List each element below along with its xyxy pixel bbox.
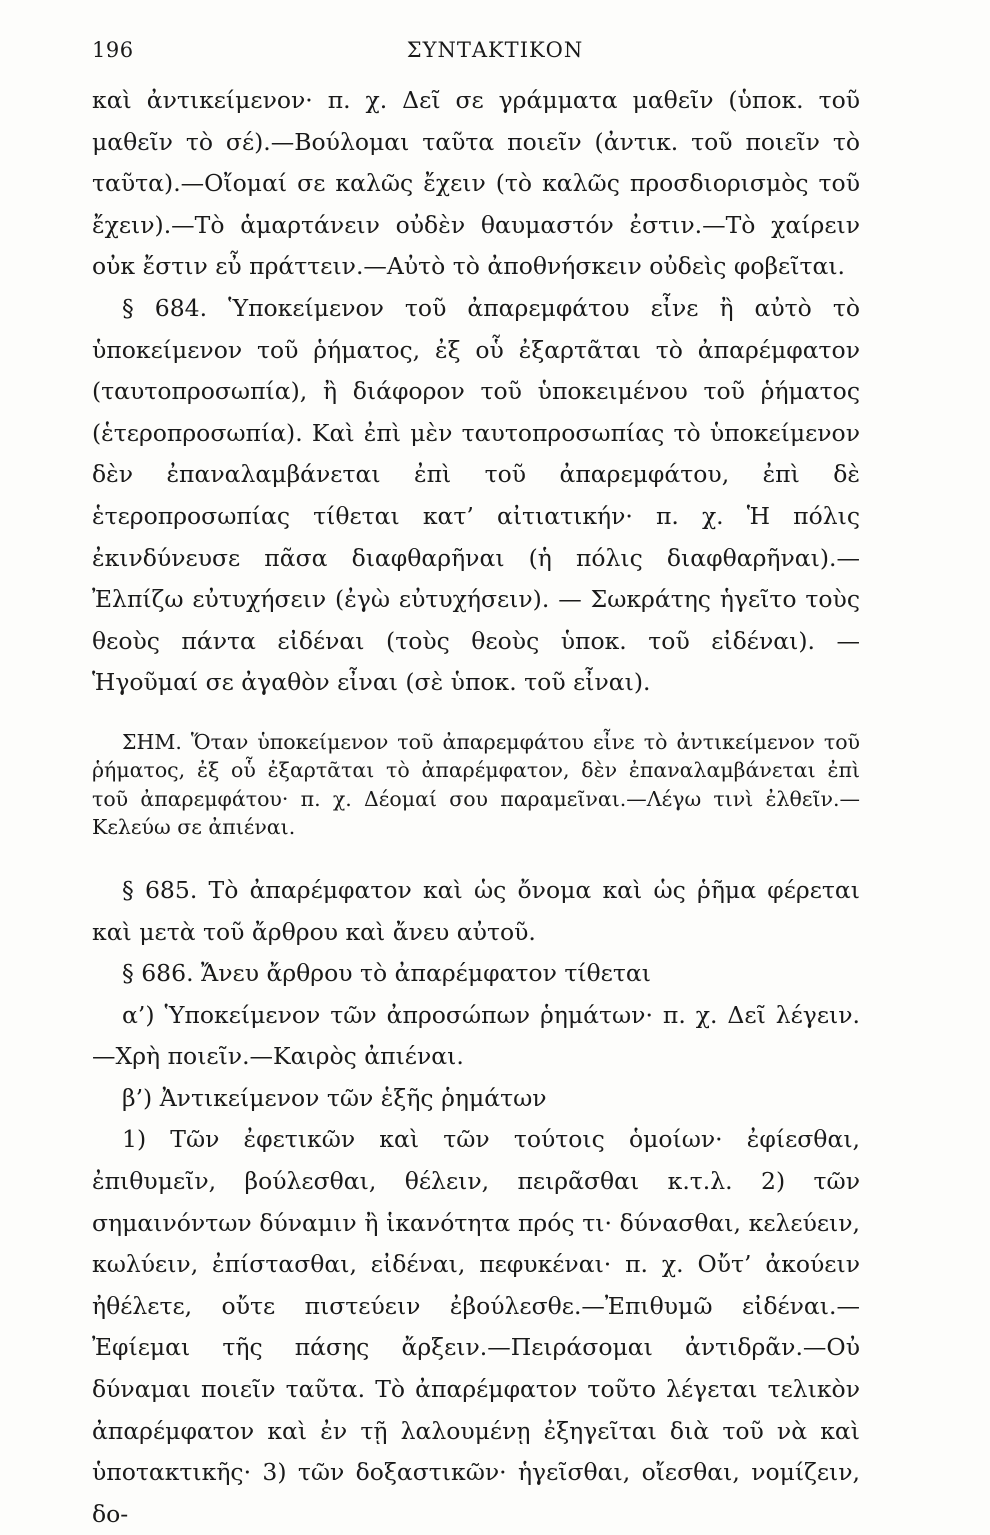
subsection-beta: β’) Ἀντικείμενον τῶν ἑξῆς ῥημάτων <box>122 1083 547 1112</box>
section-684: § 684. Ὑποκείμενον τοῦ ἀπαρεμφάτου εἶνε ἢ αὐτὸ τὸ ὑποκείμενον τοῦ ῥήματος, ἐξ οὗ ἐξαρτᾶται τὸ ἀπαρέμφατον (ταυτοπροσωπία), ἢ διάφορον τοῦ ὑποκειμένου τοῦ ῥήματος (ἑτεροπροσωπία). Καὶ ἐπὶ μὲν ταυτοπροσωπίας τὸ ὑποκείμενον δὲν ἐπαναλαμβάνεται ἐπὶ τοῦ ἀπαρεμφάτου, ἐπὶ δὲ ἑτεροπροσωπίας τίθεται κατ’ αἰτιατικήν· π. χ. Ἡ πόλις ἐκινδύνευσε πᾶσα διαφθαρῆναι (ἡ πόλις διαφθαρῆναι).—Ἐλπίζω εὐτυχήσειν (ἐγὼ εὐτυχήσειν). — Σωκράτης ἡγεῖτο τοὺς θεοὺς πάντα εἰδέναι (τοὺς θεοὺς ὑποκ. τοῦ εἰδέναι). — Ἡγοῦμαί σε ἀγαθὸν εἶναι (σὲ ὑποκ. τοῦ εἶναι). <box>92 293 860 697</box>
body-text <box>92 80 860 1535</box>
verb-list-paragraph: 1) Τῶν ἐφετικῶν καὶ τῶν τούτοις ὁμοίων· ἐφίεσθαι, ἐπιθυμεῖν, βούλεσθαι, θέλειν, πειρᾶσθαι κ.τ.λ. 2) τῶν σημαινόντων δύναμιν ἢ ἱκανότητα πρός τι· δύνασθαι, κελεύειν, κωλύειν, ἐπίστασθαι, εἰδέναι, πεφυκέναι· π. χ. Οὔτ’ ἀκούειν ἠθέλετε, οὔτε πιστεύειν ἐβούλεσθε.—Ἐπιθυμῶ εἰδέναι.—Ἐφίεμαι τῆς πάσης ἄρξειν.—Πειράσομαι ἀντιδρᾶν.—Οὐ δύναμαι ποιεῖν ταῦτα. Τὸ ἀπαρέμφατον τοῦτο λέγεται τελικὸν ἀπαρέμφατον καὶ ἐν τῇ λαλουμένῃ ἐξηγεῖται διὰ τοῦ νὰ καὶ ὑποτακτικῆς· 3) τῶν δοξαστικῶν· ἡγεῖσθαι, οἴεσθαι, νομίζειν, δο- <box>92 1125 860 1528</box>
paragraph-continuation: καὶ ἀντικείμενον· π. χ. Δεῖ σε γράμματα μαθεῖν (ὑποκ. τοῦ μαθεῖν τὸ σέ).—Βούλομαι ταῦτα ποιεῖν (ἀντικ. τοῦ ποιεῖν τὸ ταῦτα).—Οἴομαί σε καλῶς ἔχειν (τὸ καλῶς προσδιορισμὸς τοῦ ἔχειν).—Τὸ ἁμαρτάνειν οὐδὲν θαυμαστόν ἐστιν.—Τὸ χαίρειν οὐκ ἔστιν εὖ πράττειν.—Αὐτὸ τὸ ἀποθνήσκειν οὐδεὶς φοβεῖται. <box>92 86 860 281</box>
running-title: ΣΥΝΤΑΚΤΙΚΟΝ <box>406 38 584 62</box>
note-paragraph: ΣΗΜ. Ὅταν ὑποκείμενον τοῦ ἀπαρεμφάτου εἶνε τὸ ἀντικείμενον τοῦ ῥήματος, ἐξ οὗ ἐξαρτᾶται τὸ ἀπαρέμφατον, δὲν ἐπαναλαμβάνεται ἐπὶ τοῦ ἀπαρεμφάτου· π. χ. Δέομαί σου παραμεῖναι.—Λέγω τινὶ ἐλθεῖν.—Κελεύω σε ἀπιέναι. <box>92 729 860 840</box>
subsection-alpha: α’) Ὑποκείμενον τῶν ἀπροσώπων ῥημάτων· π. χ. Δεῖ λέγειν.—Χρὴ ποιεῖν.—Καιρὸς ἀπιέναι. <box>92 1000 860 1071</box>
section-686: § 686. Ἄνευ ἄρθρου τὸ ἀπαρέμφατον τίθεται <box>122 959 651 988</box>
section-685: § 685. Τὸ ἀπαρέμφατον καὶ ὡς ὄνομα καὶ ὡς ῥῆμα φέρεται καὶ μετὰ τοῦ ἄρθρου καὶ ἄνευ αὐτοῦ. <box>92 875 860 946</box>
page-number: 196 <box>92 38 134 62</box>
